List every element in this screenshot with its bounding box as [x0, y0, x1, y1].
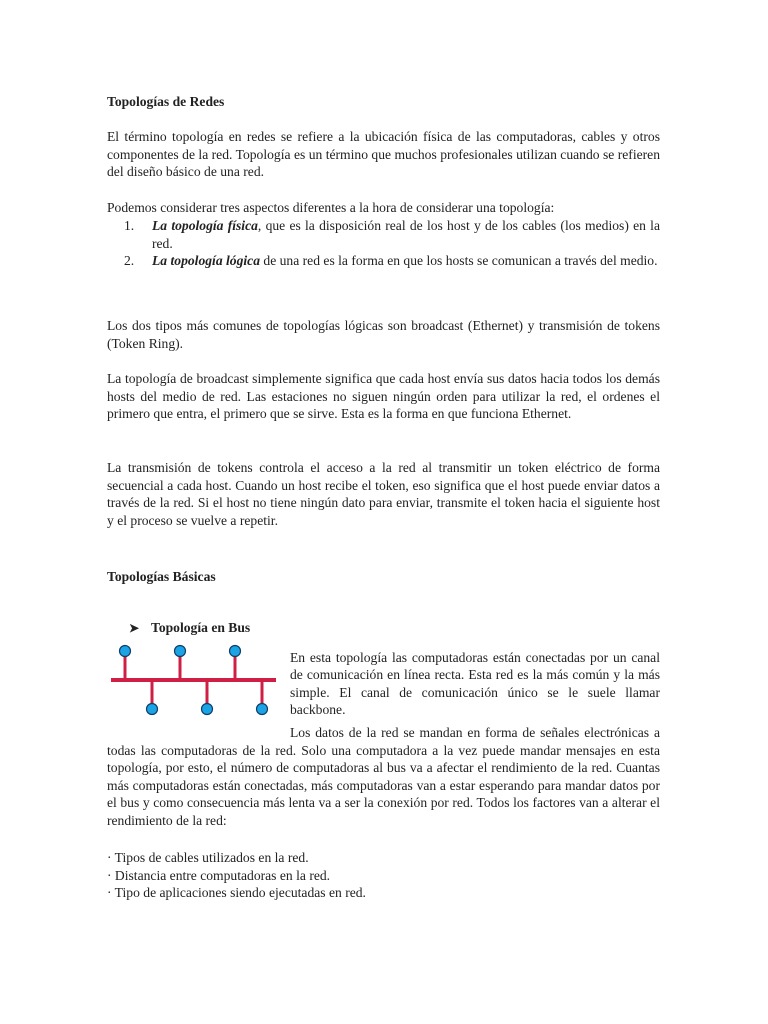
node-computer [147, 704, 158, 715]
list-item-logical [107, 252, 660, 270]
bus-details-paragraph: Los datos de la red se mandan en forma de señales electrónicas a todas las computadoras de la red. Solo una computadora a la vez puede mandar mensajes en esta topología, por esto, el número de computadoras al bus va a afectar el rendimiento de la red. Cuantas más computadoras están conectadas, más computadoras van a estar esperando para mandar datos por el bus y como consecuencia más lenta va a ser la conexión por red. Todos los factores van a alterar el rendimiento de la red: [107, 725, 660, 828]
bus-description: En esta topología las computadoras están conectadas por un canal de comunicación en línea recta. Esta red es la más común y la más simple. El canal de comunicación único se le suele llamar backbone. [290, 649, 660, 718]
bus-topology-diagram [107, 640, 282, 722]
section-title-basic-topologies: Topologías Básicas [107, 569, 216, 584]
list-number: 2. [124, 253, 135, 268]
logical-types-paragraph: Los dos tipos más comunes de topologías lógicas son broadcast (Ethernet) y transmisión de tokens (Token Ring). [107, 318, 660, 351]
factor-item: · Tipo de aplicaciones siendo ejecutadas en red. [107, 885, 366, 900]
bus-heading [129, 619, 250, 638]
token-paragraph: La transmisión de tokens controla el acceso a la red al transmitir un token eléctrico de forma secuencial a cada host. Cuando un host recibe el token, eso significa que el host puede enviar datos a través de la red. Si el host no tiene ningún dato para enviar, transmite el token hacia el siguiente host y el proceso se vuelve a repetir. [107, 460, 660, 528]
node-computer [120, 646, 131, 657]
aspects-list [107, 217, 660, 270]
document-title: Topologías de Redes [107, 94, 225, 109]
list-number: 1. [124, 218, 135, 233]
factors-list [107, 849, 366, 902]
node-computer [202, 704, 213, 715]
arrowhead-bullet-icon: ➤ [129, 621, 140, 635]
factor-item: · Tipos de cables utilizados en la red. [107, 850, 309, 865]
term-logical: La topología lógica [152, 253, 260, 268]
intro-paragraph: El término topología en redes se refiere a la ubicación física de las computadoras, cables y otros componentes de la red. Topología es un término que muchos profesionales utilizan cuando se refieren del diseño básico de una red. [107, 129, 660, 179]
term-logical-desc: de una red es la forma en que los hosts se comunican a través del medio. [260, 253, 658, 268]
aspects-intro: Podemos considerar tres aspectos diferentes a la hora de considerar una topología: [107, 200, 555, 215]
node-computer [230, 646, 241, 657]
term-physical-desc: , que es la disposición real de los host y de los cables (los medios) en la red. [152, 218, 660, 251]
list-item-physical [107, 217, 660, 252]
node-computer [257, 704, 268, 715]
broadcast-paragraph: La topología de broadcast simplemente significa que cada host envía sus datos hacia todos los demás hosts del medio de red. Las estaciones no siguen ningún orden para utilizar la red, el ordenes el primero que entra, el primero que se sirve. Esta es la forma en que funciona Ethernet. [107, 371, 660, 421]
factor-item: · Distancia entre computadoras en la red. [107, 867, 331, 883]
bus-line [111, 652, 276, 708]
bus-heading-label: Topología en Bus [151, 620, 251, 635]
term-physical: La topología física [152, 218, 258, 233]
node-computer [175, 646, 186, 657]
